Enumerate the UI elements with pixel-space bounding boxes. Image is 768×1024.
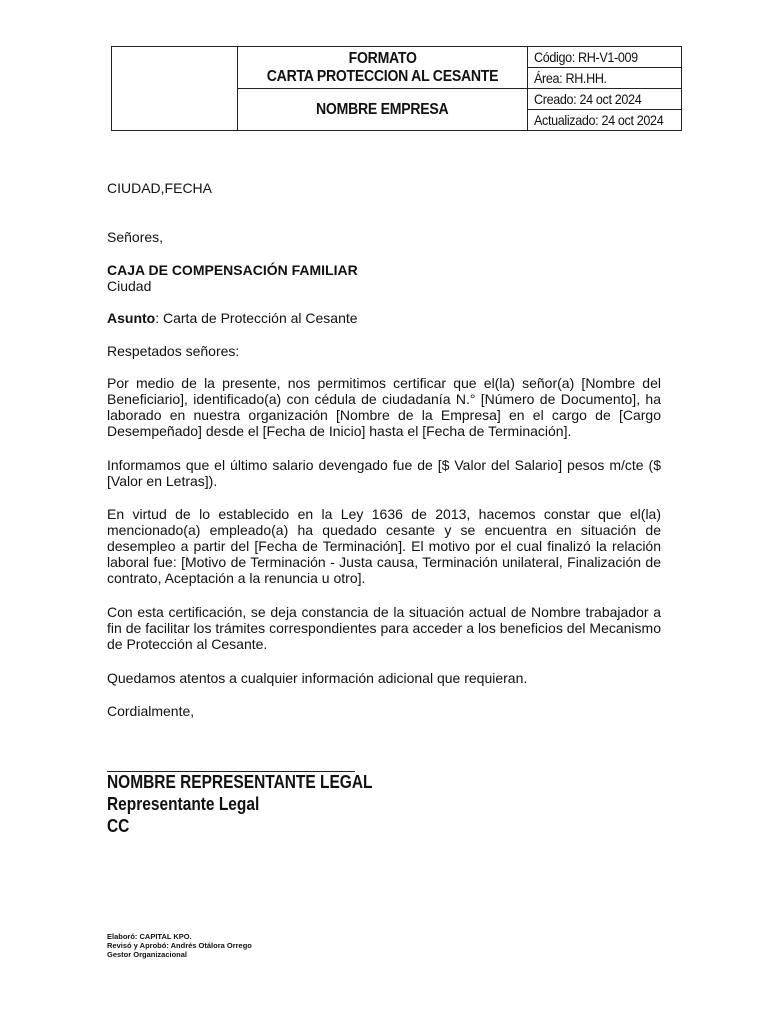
paragraph-salary: Informamos que el último salario devengado fue de [$ Valor del Salario] pesos m/cte ($ [Valor en Letras]).	[107, 457, 661, 489]
logo-cell	[112, 47, 238, 131]
document-header-table	[111, 46, 682, 131]
footer-prepared-by: Elaboró: CAPITAL KPO.	[107, 932, 192, 941]
document-title: CARTA PROTECCION AL CESANTE	[266, 67, 499, 85]
company-name-cell	[238, 89, 528, 131]
signatory-name: NOMBRE REPRESENTANTE LEGAL	[107, 772, 373, 792]
paragraph-availability: Quedamos atentos a cualquier información adicional que requieran.	[107, 670, 528, 686]
greeting: Respetados señores:	[107, 343, 240, 359]
signatory-role: Representante Legal	[107, 794, 260, 814]
paragraph-certification: Por medio de la presente, nos permitimos certificar que el(la) señor(a) [Nombre del Beneficiario], identificado(a) con cédula de ciudadanía N.° [Número de Documento], ha laborado en nuestra organización [Nombre de la Empresa] en el cargo de [Cargo Desempeñado] desde el [Fecha de Inicio] hasta el [Fecha de Terminación].	[107, 375, 661, 439]
area-cell: Área: RH.HH.	[528, 68, 682, 89]
city-date: CIUDAD,FECHA	[107, 180, 213, 196]
subject-text: : Carta de Protección al Cesante	[155, 310, 358, 326]
paragraph-termination: En virtud de lo establecido en la Ley 1636 de 2013, hacemos constar que el(la) mencionado(a) empleado(a) ha quedado cesante y se encuentra en situación de desempleo a partir del [Fecha de Terminación]. El motivo por el cual finalizó la relación laboral fue: [Motivo de Terminación - Justa causa, Terminación unilateral, Finalización de contrato, Aceptación a la renuncia u otro].	[107, 506, 661, 586]
updated-cell: Actualizado: 24 oct 2024	[528, 110, 682, 131]
salutation: Señores,	[107, 229, 164, 245]
closing: Cordialmente,	[107, 703, 195, 719]
signatory-id: CC	[107, 816, 130, 836]
recipient: CAJA DE COMPENSACIÓN FAMILIAR	[107, 262, 358, 278]
subject-label: Asunto	[107, 310, 156, 326]
code-cell: Código: RH-V1-009	[528, 47, 682, 68]
footer-position: Gestor Organizacional	[107, 950, 188, 959]
format-label: FORMATO	[348, 49, 417, 67]
recipient-city: Ciudad	[107, 278, 152, 294]
created-cell: Creado: 24 oct 2024	[528, 89, 682, 110]
footer-reviewed-by: Revisó y Aprobó: Andrés Otálora Orrego	[107, 941, 252, 950]
subject-line	[107, 310, 661, 326]
format-title-cell	[238, 47, 528, 89]
paragraph-purpose: Con esta certificación, se deja constancia de la situación actual de Nombre trabajador a fin de facilitar los trámites correspondientes para acceder a los beneficios del Mecanismo de Protección al Cesante.	[107, 604, 661, 652]
company-name: NOMBRE EMPRESA	[316, 100, 449, 118]
